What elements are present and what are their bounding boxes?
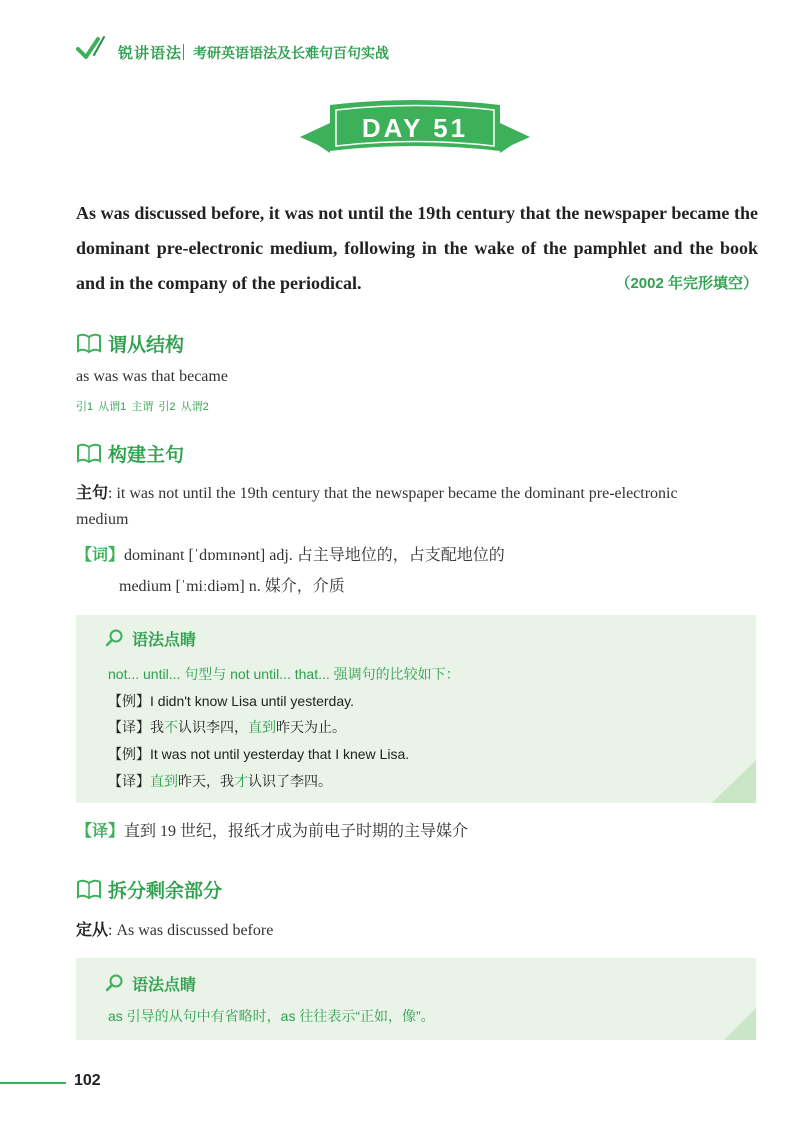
main-clause-label: 主句	[76, 485, 109, 502]
main-clause-text: : it was not until the 19th century that the newspaper became the dominant pre-electronic	[108, 485, 678, 502]
translation-label: 【译】	[108, 719, 150, 735]
translation-2	[108, 771, 332, 791]
open-book-icon	[76, 332, 102, 354]
open-book-icon	[76, 878, 102, 900]
relative-clause-label: 定从	[76, 922, 109, 939]
structure-words: as was was that became	[76, 368, 228, 385]
header-brand: 锐讲语法	[118, 45, 183, 62]
day-banner	[300, 95, 530, 165]
footer-rule	[0, 1082, 66, 1084]
example-text: It was not until yesterday that I knew Lisa.	[150, 746, 410, 762]
main-sentence	[76, 196, 758, 301]
example-text: I didn't know Lisa until yesterday.	[150, 693, 354, 709]
day-label: DAY 51	[361, 113, 469, 143]
example-1	[108, 691, 354, 711]
translation-1	[108, 717, 346, 737]
grammar-note-text: as 引导的从句中有省略时，as 往往表示“正如，像”。	[108, 1008, 435, 1024]
example-label: 【例】	[108, 746, 150, 762]
box-corner-fold	[724, 1008, 756, 1040]
translation-part: 认识李四，	[178, 719, 248, 735]
relative-clause-line	[76, 917, 273, 940]
checkmark-pen-icon	[76, 33, 106, 63]
section-heading-text: 拆分剩余部分	[108, 881, 223, 902]
sentence-text: As was discussed before, it was not until the 19th century that the newspaper became the dominant pre-electronic medium, following in the wake of the pamphlet and the book and in the company of the periodical.	[76, 203, 758, 293]
magnifier-icon	[106, 974, 124, 992]
section-heading-text: 构建主句	[108, 445, 185, 466]
translation-part: 我	[150, 719, 164, 735]
magnifier-icon	[106, 629, 124, 647]
vocab-line-1	[76, 542, 505, 565]
section-heading-text: 谓从结构	[108, 335, 185, 356]
grammar-note-box	[76, 958, 756, 1040]
vocab-entry-dominant: dominant [ˈdɒmɪnənt] adj. 占主导地位的，占支配地位的	[124, 547, 505, 564]
translation-text: 直到 19 世纪，报纸才成为前电子时期的主导媒介	[124, 823, 469, 840]
translation-part: 认识了李四。	[248, 773, 332, 789]
grammar-note-intro: not... until... 句型与 not until... that... 强调句的比较如下：	[108, 666, 460, 682]
page-number: 102	[74, 1072, 101, 1089]
main-clause-line	[76, 480, 766, 503]
translation-highlight: 不	[164, 719, 178, 735]
header-divider	[183, 44, 184, 60]
structure-tags: 引1 从谓1 主谓 引2 从谓2	[76, 401, 209, 413]
translation-highlight: 才	[234, 773, 248, 789]
relative-clause-text: : As was discussed before	[108, 922, 274, 939]
example-2	[108, 744, 409, 764]
translation-label: 【译】	[76, 823, 125, 840]
translation-highlight: 直到	[248, 719, 276, 735]
box-corner-fold	[712, 760, 756, 803]
vocab-label: 【词】	[76, 547, 125, 564]
vocab-entry-medium: medium [ˈmiːdiəm] n. 媒介，介质	[119, 578, 345, 595]
main-clause-continuation: medium	[76, 511, 129, 528]
example-label: 【例】	[108, 693, 150, 709]
open-book-icon	[76, 442, 102, 464]
translation-part: 昨天为止。	[276, 719, 346, 735]
translation-part: 昨天，我	[178, 773, 234, 789]
grammar-note-title: 语法点睛	[132, 977, 197, 994]
header-subtitle: 考研英语语法及长难句百句实战	[193, 45, 389, 61]
grammar-note-title: 语法点睛	[132, 632, 197, 649]
sentence-source: （2002 年完形填空）	[615, 275, 758, 292]
translation-highlight: 直到	[150, 773, 178, 789]
translation-label: 【译】	[108, 773, 150, 789]
sentence-translation	[76, 818, 468, 841]
